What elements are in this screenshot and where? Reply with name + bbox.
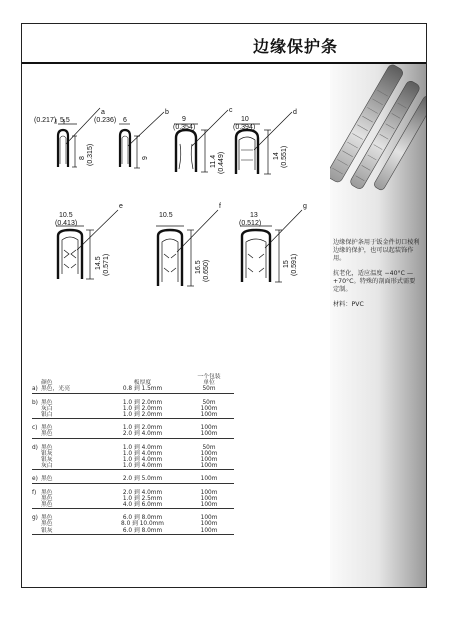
group-letter: a) xyxy=(32,386,41,393)
spec-table xyxy=(32,374,234,535)
cell-thickness: 4.0 到 6.0mm xyxy=(101,502,184,509)
group-letter: g) xyxy=(32,515,38,522)
dim-a-height: 8 xyxy=(79,156,86,160)
product-description xyxy=(333,239,421,316)
cell-color: 黑色 xyxy=(41,431,101,438)
cell-color: 黑色 xyxy=(41,495,53,502)
dim-d-height-inch: (0.551) xyxy=(281,145,288,168)
dim-c-height: 11.4 xyxy=(210,154,217,168)
table-row xyxy=(32,476,234,483)
dim-b-width-inch: (0.236) xyxy=(94,117,117,124)
cell-unit: 100m xyxy=(184,528,234,535)
dim-d-width-inch: (0.394) xyxy=(233,124,256,131)
dim-a-width: 5.5 xyxy=(60,117,70,124)
cell-unit: 100m xyxy=(200,450,218,457)
cell-color: 灰白 xyxy=(41,405,53,412)
header-thickness: 板厚度 xyxy=(133,380,152,387)
cell-color: 黑色 xyxy=(41,425,53,432)
table-row xyxy=(32,431,234,438)
cell-color: 黑色 xyxy=(41,502,101,509)
profile-drawings-svg xyxy=(22,64,332,304)
group-letter: c) xyxy=(32,425,38,432)
cell-thickness: 6.0 到 8.0mm xyxy=(101,528,184,535)
table-row xyxy=(32,412,234,419)
cell-thickness: 1.0 到 4.0mm xyxy=(122,444,163,451)
cell-thickness: 1.0 到 2.0mm xyxy=(101,412,184,419)
title-bar xyxy=(22,24,426,64)
cell-color: 银灰 xyxy=(41,457,53,464)
group-letter: f) xyxy=(32,489,37,496)
label-a: a xyxy=(101,109,105,116)
cell-thickness: 1.0 到 4.0mm xyxy=(122,450,163,457)
label-d: d xyxy=(293,109,297,116)
label-c: c xyxy=(229,107,233,114)
group-letter: e) xyxy=(32,476,41,483)
cell-unit: 50m xyxy=(202,399,216,406)
cell-color: 黑色 xyxy=(41,399,53,406)
dim-b-width: 6 xyxy=(123,117,127,124)
dim-c-height-inch: (0.449) xyxy=(218,151,225,174)
table-row xyxy=(32,528,234,535)
cell-unit: 50m xyxy=(202,444,216,451)
cell-thickness: 1.0 到 2.0mm xyxy=(122,405,163,412)
dim-g-height-inch: (0.591) xyxy=(291,253,298,276)
label-b: b xyxy=(165,109,169,116)
dim-a-width-inch: (0.217) xyxy=(34,117,57,124)
dim-g-height: 15 xyxy=(283,260,290,268)
label-e: e xyxy=(119,203,123,210)
dim-g-width: 13 xyxy=(250,212,258,219)
cell-thickness: 1.0 到 2.0mm xyxy=(122,425,163,432)
header-pack-unit-top: 一个包装 xyxy=(197,374,221,380)
table-row xyxy=(32,502,234,509)
group-letter: d) xyxy=(32,444,38,451)
cell-unit: 100m xyxy=(184,502,234,509)
cell-unit: 100m xyxy=(200,515,218,522)
dim-f-height: 16.5 xyxy=(195,260,202,274)
cell-unit: 50m xyxy=(184,386,234,393)
group-letter: b) xyxy=(32,399,38,406)
cell-color: 黑色 xyxy=(41,521,53,528)
cell-color: 黑色 xyxy=(41,476,101,483)
dim-g-width-inch: (0.512) xyxy=(239,220,262,227)
cell-thickness: 1.0 到 2.0mm xyxy=(122,399,163,406)
cell-color: 银灰 xyxy=(41,528,101,535)
cell-color: 灰白 xyxy=(41,463,101,470)
label-f: f xyxy=(219,203,221,210)
side-panel xyxy=(330,64,426,587)
dim-e-width: 10.5 xyxy=(59,212,73,219)
cell-unit: 100m xyxy=(184,412,234,419)
dim-e-height: 14.5 xyxy=(95,256,102,270)
table-row xyxy=(32,386,234,393)
label-g: g xyxy=(303,203,307,210)
cell-unit: 100m xyxy=(184,463,234,470)
cell-thickness: 1.0 到 4.0mm xyxy=(101,463,184,470)
dim-d-height: 14 xyxy=(273,152,280,160)
cell-unit: 100m xyxy=(200,425,218,432)
cell-thickness: 2.0 到 5.0mm xyxy=(101,476,184,483)
dim-a-height-inch: (0.315) xyxy=(87,143,94,166)
description-usage: 边缘保护条用于钣金件切口棱利边缘的保护，也可以起装饰作用。 xyxy=(333,239,420,262)
cell-thickness: 0.8 到 1.5mm xyxy=(101,386,184,393)
cell-unit: 100m xyxy=(184,476,234,483)
dim-e-height-inch: (0.571) xyxy=(103,253,110,276)
cell-color: 黑色 xyxy=(41,444,53,451)
product-photo xyxy=(330,64,426,214)
profile-drawings xyxy=(22,64,332,304)
cell-thickness: 1.0 到 2.5mm xyxy=(122,495,163,502)
dim-c-width: 9 xyxy=(182,116,186,123)
description-material: 材料：PVC xyxy=(333,301,364,308)
dim-e-width-inch: (0.413) xyxy=(55,220,78,227)
header-pack-unit: 单位 xyxy=(203,380,215,387)
document-frame xyxy=(21,23,427,588)
cell-unit: 100m xyxy=(200,521,218,528)
cell-unit: 100m xyxy=(200,495,218,502)
dim-f-width: 10.5 xyxy=(159,212,173,219)
table-row xyxy=(32,463,234,470)
description-properties: 抗老化，适应温度 −40°C — +70°C。特殊的剖面形式需要定制。 xyxy=(333,270,416,293)
header-color: 颜色 xyxy=(41,380,53,387)
cell-color: 黑色 xyxy=(41,515,53,522)
cell-unit: 100m xyxy=(184,431,234,438)
cell-unit: 100m xyxy=(200,405,218,412)
cell-thickness: 8.0 到 10.0mm xyxy=(121,521,164,528)
cell-thickness: 2.0 到 4.0mm xyxy=(122,489,163,496)
cell-unit: 100m xyxy=(200,457,218,464)
cell-color: 银白 xyxy=(41,412,101,419)
cell-color: 银灰 xyxy=(41,450,53,457)
cell-thickness: 6.0 到 8.0mm xyxy=(122,515,163,522)
cell-unit: 100m xyxy=(200,489,218,496)
dim-c-width-inch: (0.354) xyxy=(173,124,196,131)
cell-thickness: 2.0 到 4.0mm xyxy=(101,431,184,438)
page-title: 边缘保护条 xyxy=(252,37,338,56)
dim-f-height-inch: (0.650) xyxy=(203,259,210,282)
dim-b-height: 9 xyxy=(142,156,149,160)
cell-thickness: 1.0 到 4.0mm xyxy=(122,457,163,464)
cell-color: 黑色，光亮 xyxy=(41,386,101,393)
dim-d-width: 10 xyxy=(241,116,249,123)
cell-color: 黑色 xyxy=(41,489,53,496)
